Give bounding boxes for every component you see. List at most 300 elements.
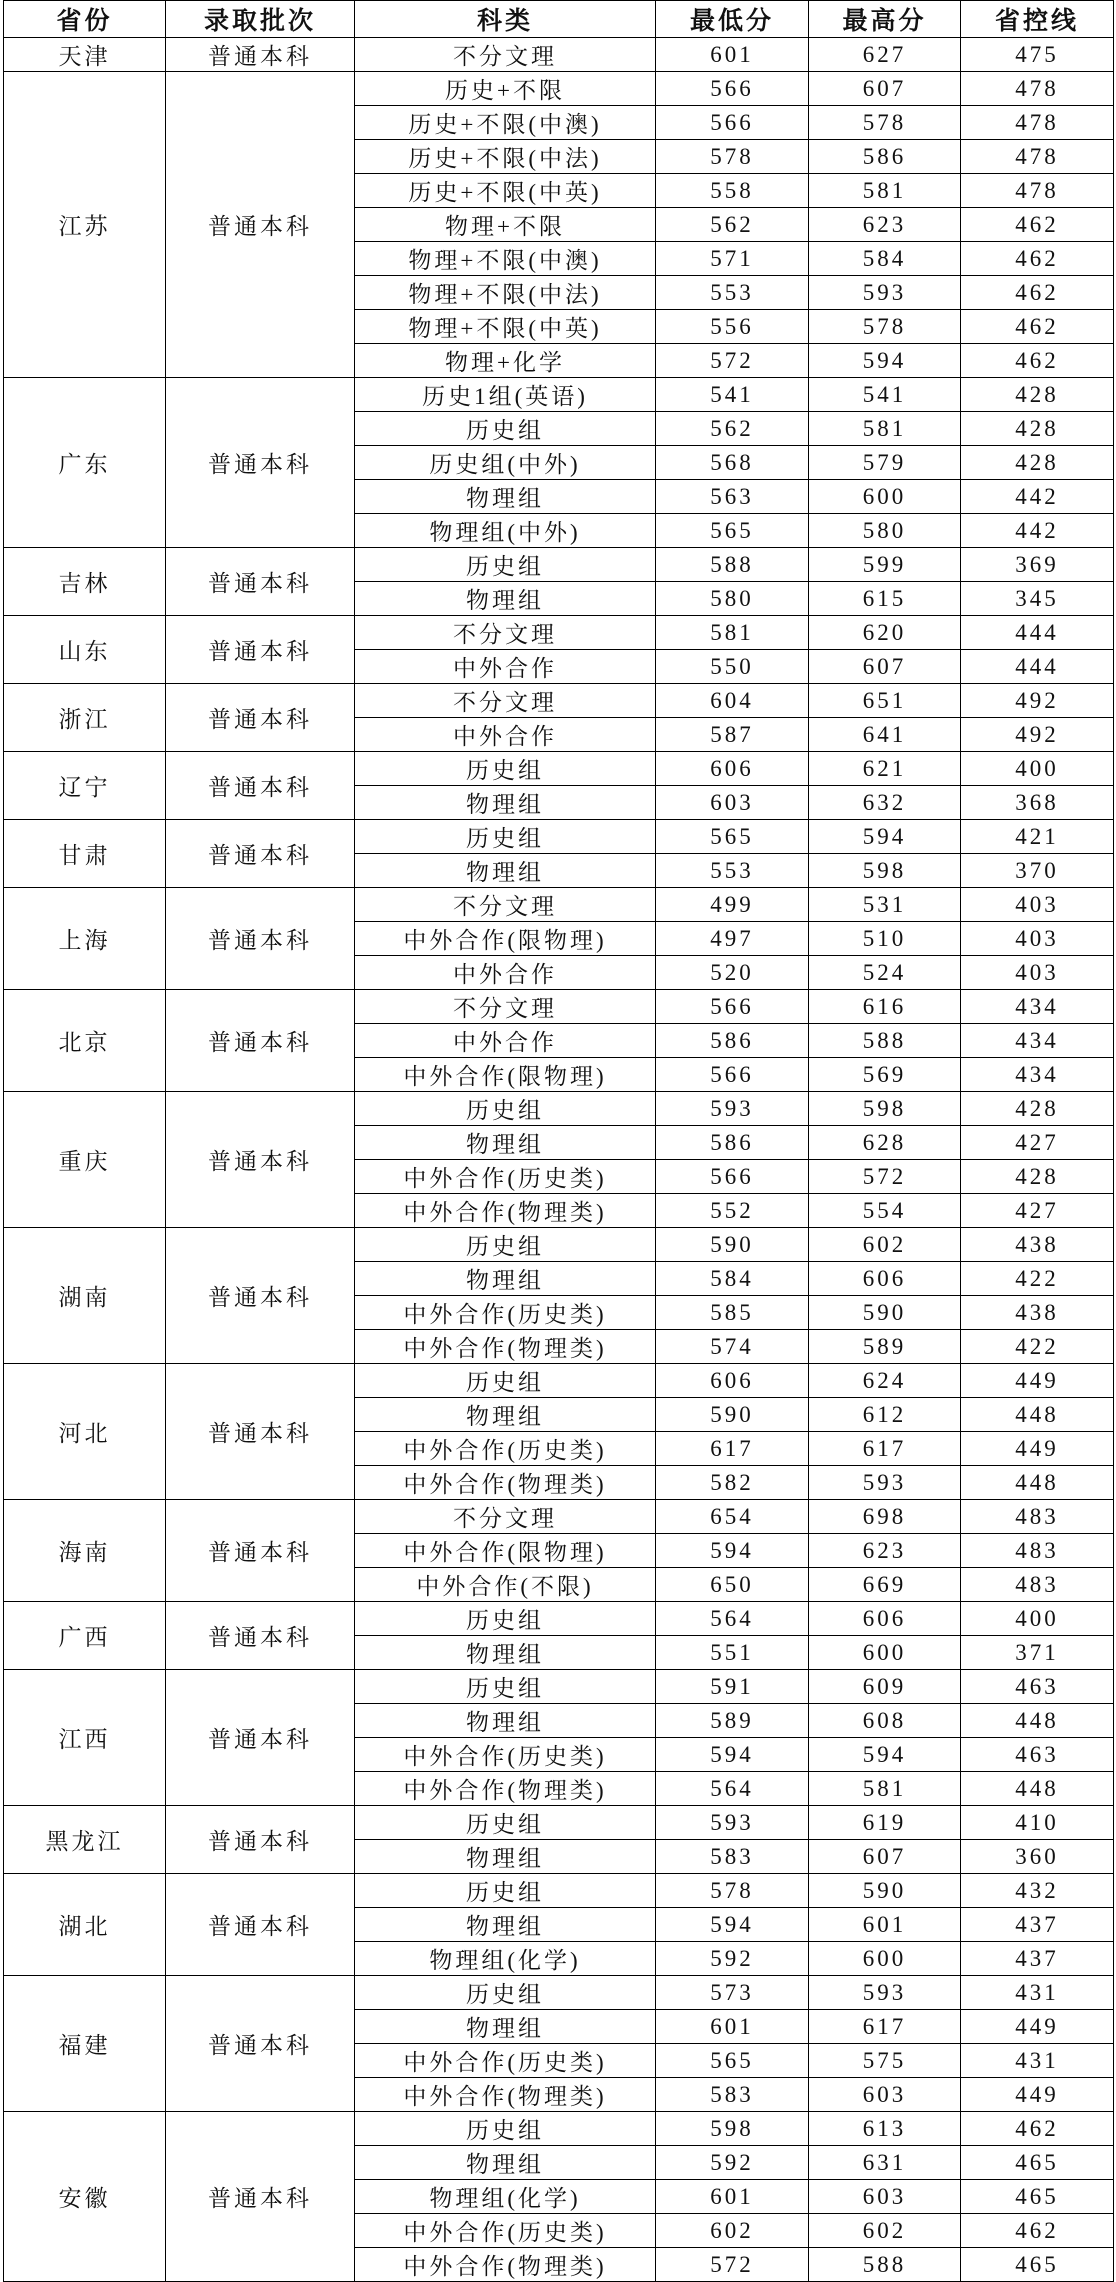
max-score-cell: 613	[809, 2112, 961, 2146]
max-score-cell: 616	[809, 990, 961, 1024]
max-score-cell: 601	[809, 1908, 961, 1942]
control-line-cell: 492	[961, 718, 1114, 752]
table-body	[4, 38, 1114, 2282]
control-line-cell: 428	[961, 446, 1114, 480]
control-line-cell: 422	[961, 1330, 1114, 1364]
max-score-cell: 603	[809, 2078, 961, 2112]
min-score-cell: 592	[656, 1942, 809, 1976]
control-line-cell: 449	[961, 1364, 1114, 1398]
table-row	[4, 820, 1114, 854]
table-row	[4, 752, 1114, 786]
subject-cell: 不分文理	[355, 38, 656, 72]
province-cell: 广西	[4, 1602, 166, 1670]
min-score-cell: 601	[656, 38, 809, 72]
subject-cell: 物理组	[355, 1704, 656, 1738]
batch-cell: 普通本科	[166, 548, 355, 616]
subject-cell: 中外合作	[355, 718, 656, 752]
header-batch: 录取批次	[166, 1, 355, 38]
max-score-cell: 606	[809, 1602, 961, 1636]
control-line-cell: 483	[961, 1568, 1114, 1602]
max-score-cell: 632	[809, 786, 961, 820]
min-score-cell: 558	[656, 174, 809, 208]
table-row	[4, 2112, 1114, 2146]
subject-cell: 不分文理	[355, 888, 656, 922]
control-line-cell: 462	[961, 242, 1114, 276]
table-row	[4, 1500, 1114, 1534]
control-line-cell: 360	[961, 1840, 1114, 1874]
province-cell: 重庆	[4, 1092, 166, 1228]
max-score-cell: 608	[809, 1704, 961, 1738]
province-cell: 山东	[4, 616, 166, 684]
control-line-cell: 448	[961, 1704, 1114, 1738]
min-score-cell: 588	[656, 548, 809, 582]
min-score-cell: 584	[656, 1262, 809, 1296]
control-line-cell: 492	[961, 684, 1114, 718]
subject-cell: 中外合作(不限)	[355, 1568, 656, 1602]
subject-cell: 历史组	[355, 2112, 656, 2146]
subject-cell: 物理组(化学)	[355, 2180, 656, 2214]
min-score-cell: 582	[656, 1466, 809, 1500]
max-score-cell: 623	[809, 1534, 961, 1568]
min-score-cell: 606	[656, 1364, 809, 1398]
table-row	[4, 990, 1114, 1024]
batch-cell: 普通本科	[166, 820, 355, 888]
max-score-cell: 612	[809, 1398, 961, 1432]
min-score-cell: 566	[656, 1160, 809, 1194]
control-line-cell: 462	[961, 2112, 1114, 2146]
province-cell: 浙江	[4, 684, 166, 752]
min-score-cell: 583	[656, 2078, 809, 2112]
subject-cell: 物理组	[355, 1636, 656, 1670]
max-score-cell: 624	[809, 1364, 961, 1398]
min-score-cell: 571	[656, 242, 809, 276]
subject-cell: 物理组	[355, 1840, 656, 1874]
subject-cell: 历史组	[355, 548, 656, 582]
min-score-cell: 499	[656, 888, 809, 922]
min-score-cell: 562	[656, 412, 809, 446]
min-score-cell: 578	[656, 1874, 809, 1908]
max-score-cell: 588	[809, 2248, 961, 2282]
control-line-cell: 427	[961, 1194, 1114, 1228]
max-score-cell: 609	[809, 1670, 961, 1704]
max-score-cell: 620	[809, 616, 961, 650]
batch-cell: 普通本科	[166, 1874, 355, 1976]
min-score-cell: 568	[656, 446, 809, 480]
subject-cell: 物理+化学	[355, 344, 656, 378]
batch-cell: 普通本科	[166, 1092, 355, 1228]
max-score-cell: 669	[809, 1568, 961, 1602]
control-line-cell: 432	[961, 1874, 1114, 1908]
subject-cell: 历史组	[355, 412, 656, 446]
max-score-cell: 600	[809, 480, 961, 514]
control-line-cell: 449	[961, 2010, 1114, 2044]
control-line-cell: 465	[961, 2146, 1114, 2180]
control-line-cell: 431	[961, 1976, 1114, 2010]
subject-cell: 中外合作(限物理)	[355, 1058, 656, 1092]
subject-cell: 历史+不限(中英)	[355, 174, 656, 208]
max-score-cell: 572	[809, 1160, 961, 1194]
batch-cell: 普通本科	[166, 38, 355, 72]
batch-cell: 普通本科	[166, 1228, 355, 1364]
control-line-cell: 462	[961, 344, 1114, 378]
max-score-cell: 581	[809, 1772, 961, 1806]
subject-cell: 历史组	[355, 1228, 656, 1262]
control-line-cell: 438	[961, 1228, 1114, 1262]
min-score-cell: 541	[656, 378, 809, 412]
min-score-cell: 566	[656, 990, 809, 1024]
subject-cell: 中外合作(物理类)	[355, 1194, 656, 1228]
max-score-cell: 623	[809, 208, 961, 242]
table-row	[4, 1364, 1114, 1398]
max-score-cell: 581	[809, 412, 961, 446]
min-score-cell: 654	[656, 1500, 809, 1534]
max-score-cell: 594	[809, 1738, 961, 1772]
subject-cell: 中外合作(物理类)	[355, 1772, 656, 1806]
province-cell: 辽宁	[4, 752, 166, 820]
subject-cell: 中外合作(物理类)	[355, 2078, 656, 2112]
province-cell: 湖北	[4, 1874, 166, 1976]
min-score-cell: 583	[656, 1840, 809, 1874]
min-score-cell: 552	[656, 1194, 809, 1228]
control-line-cell: 427	[961, 1126, 1114, 1160]
batch-cell: 普通本科	[166, 1602, 355, 1670]
max-score-cell: 586	[809, 140, 961, 174]
control-line-cell: 442	[961, 480, 1114, 514]
subject-cell: 物理组	[355, 2146, 656, 2180]
max-score-cell: 510	[809, 922, 961, 956]
min-score-cell: 601	[656, 2010, 809, 2044]
control-line-cell: 368	[961, 786, 1114, 820]
max-score-cell: 593	[809, 1976, 961, 2010]
subject-cell: 中外合作(物理类)	[355, 1330, 656, 1364]
max-score-cell: 598	[809, 854, 961, 888]
subject-cell: 历史组	[355, 1092, 656, 1126]
subject-cell: 中外合作	[355, 650, 656, 684]
min-score-cell: 601	[656, 2180, 809, 2214]
subject-cell: 中外合作(历史类)	[355, 1432, 656, 1466]
control-line-cell: 449	[961, 1432, 1114, 1466]
min-score-cell: 586	[656, 1024, 809, 1058]
max-score-cell: 531	[809, 888, 961, 922]
max-score-cell: 607	[809, 72, 961, 106]
control-line-cell: 448	[961, 1466, 1114, 1500]
table-row	[4, 684, 1114, 718]
province-cell: 上海	[4, 888, 166, 990]
min-score-cell: 562	[656, 208, 809, 242]
control-line-cell: 403	[961, 888, 1114, 922]
subject-cell: 历史+不限(中法)	[355, 140, 656, 174]
subject-cell: 历史组	[355, 1806, 656, 1840]
batch-cell: 普通本科	[166, 616, 355, 684]
control-line-cell: 369	[961, 548, 1114, 582]
min-score-cell: 598	[656, 2112, 809, 2146]
batch-cell: 普通本科	[166, 1364, 355, 1500]
province-cell: 甘肃	[4, 820, 166, 888]
max-score-cell: 590	[809, 1296, 961, 1330]
min-score-cell: 589	[656, 1704, 809, 1738]
control-line-cell: 442	[961, 514, 1114, 548]
batch-cell: 普通本科	[166, 684, 355, 752]
subject-cell: 历史组	[355, 820, 656, 854]
subject-cell: 中外合作	[355, 956, 656, 990]
subject-cell: 物理组	[355, 582, 656, 616]
min-score-cell: 594	[656, 1738, 809, 1772]
table-row	[4, 1670, 1114, 1704]
table-row	[4, 1602, 1114, 1636]
control-line-cell: 448	[961, 1398, 1114, 1432]
max-score-cell: 641	[809, 718, 961, 752]
control-line-cell: 428	[961, 1160, 1114, 1194]
min-score-cell: 594	[656, 1534, 809, 1568]
max-score-cell: 698	[809, 1500, 961, 1534]
header-province: 省份	[4, 1, 166, 38]
max-score-cell: 603	[809, 2180, 961, 2214]
max-score-cell: 598	[809, 1092, 961, 1126]
min-score-cell: 602	[656, 2214, 809, 2248]
max-score-cell: 554	[809, 1194, 961, 1228]
subject-cell: 历史组	[355, 1976, 656, 2010]
table-row	[4, 72, 1114, 106]
subject-cell: 历史+不限(中澳)	[355, 106, 656, 140]
min-score-cell: 550	[656, 650, 809, 684]
batch-cell: 普通本科	[166, 1806, 355, 1874]
province-cell: 安徽	[4, 2112, 166, 2282]
control-line-cell: 478	[961, 106, 1114, 140]
subject-cell: 不分文理	[355, 616, 656, 650]
control-line-cell: 428	[961, 412, 1114, 446]
min-score-cell: 572	[656, 344, 809, 378]
subject-cell: 历史组	[355, 1670, 656, 1704]
subject-cell: 中外合作(历史类)	[355, 2044, 656, 2078]
min-score-cell: 566	[656, 1058, 809, 1092]
batch-cell: 普通本科	[166, 1500, 355, 1602]
subject-cell: 历史组	[355, 1602, 656, 1636]
header-max-score: 最高分	[809, 1, 961, 38]
subject-cell: 不分文理	[355, 684, 656, 718]
min-score-cell: 551	[656, 1636, 809, 1670]
batch-cell: 普通本科	[166, 990, 355, 1092]
max-score-cell: 602	[809, 2214, 961, 2248]
min-score-cell: 581	[656, 616, 809, 650]
min-score-cell: 564	[656, 1772, 809, 1806]
min-score-cell: 566	[656, 72, 809, 106]
control-line-cell: 483	[961, 1534, 1114, 1568]
batch-cell: 普通本科	[166, 752, 355, 820]
max-score-cell: 581	[809, 174, 961, 208]
max-score-cell: 524	[809, 956, 961, 990]
batch-cell: 普通本科	[166, 2112, 355, 2282]
control-line-cell: 444	[961, 650, 1114, 684]
province-cell: 江西	[4, 1670, 166, 1806]
control-line-cell: 345	[961, 582, 1114, 616]
max-score-cell: 579	[809, 446, 961, 480]
province-cell: 黑龙江	[4, 1806, 166, 1874]
subject-cell: 物理组	[355, 480, 656, 514]
max-score-cell: 628	[809, 1126, 961, 1160]
table-row	[4, 616, 1114, 650]
min-score-cell: 565	[656, 2044, 809, 2078]
subject-cell: 物理组	[355, 786, 656, 820]
subject-cell: 历史组(中外)	[355, 446, 656, 480]
control-line-cell: 449	[961, 2078, 1114, 2112]
control-line-cell: 434	[961, 1058, 1114, 1092]
subject-cell: 中外合作(历史类)	[355, 1160, 656, 1194]
min-score-cell: 650	[656, 1568, 809, 1602]
control-line-cell: 444	[961, 616, 1114, 650]
province-cell: 吉林	[4, 548, 166, 616]
min-score-cell: 572	[656, 2248, 809, 2282]
min-score-cell: 565	[656, 514, 809, 548]
table-row	[4, 1874, 1114, 1908]
max-score-cell: 584	[809, 242, 961, 276]
subject-cell: 中外合作(物理类)	[355, 1466, 656, 1500]
control-line-cell: 465	[961, 2248, 1114, 2282]
min-score-cell: 593	[656, 1806, 809, 1840]
control-line-cell: 462	[961, 276, 1114, 310]
control-line-cell: 483	[961, 1500, 1114, 1534]
max-score-cell: 617	[809, 2010, 961, 2044]
header-row	[4, 1, 1114, 38]
max-score-cell: 594	[809, 344, 961, 378]
subject-cell: 中外合作(历史类)	[355, 1738, 656, 1772]
min-score-cell: 520	[656, 956, 809, 990]
max-score-cell: 602	[809, 1228, 961, 1262]
batch-cell: 普通本科	[166, 378, 355, 548]
max-score-cell: 578	[809, 106, 961, 140]
control-line-cell: 422	[961, 1262, 1114, 1296]
min-score-cell: 587	[656, 718, 809, 752]
control-line-cell: 438	[961, 1296, 1114, 1330]
min-score-cell: 603	[656, 786, 809, 820]
min-score-cell: 578	[656, 140, 809, 174]
control-line-cell: 428	[961, 378, 1114, 412]
max-score-cell: 575	[809, 2044, 961, 2078]
max-score-cell: 594	[809, 820, 961, 854]
control-line-cell: 462	[961, 2214, 1114, 2248]
subject-cell: 物理+不限(中澳)	[355, 242, 656, 276]
subject-cell: 中外合作(限物理)	[355, 922, 656, 956]
subject-cell: 不分文理	[355, 1500, 656, 1534]
subject-cell: 历史组	[355, 1874, 656, 1908]
control-line-cell: 410	[961, 1806, 1114, 1840]
subject-cell: 中外合作(限物理)	[355, 1534, 656, 1568]
min-score-cell: 563	[656, 480, 809, 514]
table-row	[4, 1806, 1114, 1840]
control-line-cell: 462	[961, 310, 1114, 344]
max-score-cell: 578	[809, 310, 961, 344]
min-score-cell: 497	[656, 922, 809, 956]
max-score-cell: 607	[809, 650, 961, 684]
max-score-cell: 606	[809, 1262, 961, 1296]
subject-cell: 历史+不限	[355, 72, 656, 106]
min-score-cell: 573	[656, 1976, 809, 2010]
province-cell: 湖南	[4, 1228, 166, 1364]
control-line-cell: 448	[961, 1772, 1114, 1806]
province-cell: 海南	[4, 1500, 166, 1602]
control-line-cell: 437	[961, 1908, 1114, 1942]
control-line-cell: 465	[961, 2180, 1114, 2214]
control-line-cell: 371	[961, 1636, 1114, 1670]
max-score-cell: 593	[809, 276, 961, 310]
min-score-cell: 580	[656, 582, 809, 616]
min-score-cell: 574	[656, 1330, 809, 1364]
control-line-cell: 370	[961, 854, 1114, 888]
subject-cell: 物理+不限(中英)	[355, 310, 656, 344]
table-row	[4, 1976, 1114, 2010]
control-line-cell: 431	[961, 2044, 1114, 2078]
min-score-cell: 592	[656, 2146, 809, 2180]
header-subject: 科类	[355, 1, 656, 38]
subject-cell: 物理+不限(中法)	[355, 276, 656, 310]
province-cell: 北京	[4, 990, 166, 1092]
subject-cell: 中外合作(历史类)	[355, 2214, 656, 2248]
control-line-cell: 478	[961, 174, 1114, 208]
max-score-cell: 588	[809, 1024, 961, 1058]
subject-cell: 中外合作(物理类)	[355, 2248, 656, 2282]
batch-cell: 普通本科	[166, 72, 355, 378]
max-score-cell: 621	[809, 752, 961, 786]
min-score-cell: 553	[656, 276, 809, 310]
max-score-cell: 627	[809, 38, 961, 72]
max-score-cell: 600	[809, 1942, 961, 1976]
min-score-cell: 604	[656, 684, 809, 718]
control-line-cell: 475	[961, 38, 1114, 72]
subject-cell: 中外合作(历史类)	[355, 1296, 656, 1330]
min-score-cell: 593	[656, 1092, 809, 1126]
table-row	[4, 1228, 1114, 1262]
subject-cell: 物理组	[355, 1262, 656, 1296]
min-score-cell: 566	[656, 106, 809, 140]
control-line-cell: 463	[961, 1670, 1114, 1704]
control-line-cell: 403	[961, 922, 1114, 956]
min-score-cell: 585	[656, 1296, 809, 1330]
header-min-score: 最低分	[656, 1, 809, 38]
min-score-cell: 564	[656, 1602, 809, 1636]
max-score-cell: 593	[809, 1466, 961, 1500]
subject-cell: 物理组	[355, 2010, 656, 2044]
province-cell: 河北	[4, 1364, 166, 1500]
table-row	[4, 38, 1114, 72]
control-line-cell: 428	[961, 1092, 1114, 1126]
subject-cell: 物理组(化学)	[355, 1942, 656, 1976]
min-score-cell: 590	[656, 1228, 809, 1262]
max-score-cell: 617	[809, 1432, 961, 1466]
control-line-cell: 400	[961, 752, 1114, 786]
control-line-cell: 478	[961, 72, 1114, 106]
control-line-cell: 463	[961, 1738, 1114, 1772]
max-score-cell: 569	[809, 1058, 961, 1092]
subject-cell: 物理组	[355, 854, 656, 888]
control-line-cell: 462	[961, 208, 1114, 242]
subject-cell: 历史1组(英语)	[355, 378, 656, 412]
max-score-cell: 599	[809, 548, 961, 582]
max-score-cell: 541	[809, 378, 961, 412]
control-line-cell: 437	[961, 1942, 1114, 1976]
max-score-cell: 651	[809, 684, 961, 718]
control-line-cell: 478	[961, 140, 1114, 174]
header-control-line: 省控线	[961, 1, 1114, 38]
min-score-cell: 617	[656, 1432, 809, 1466]
batch-cell: 普通本科	[166, 1670, 355, 1806]
min-score-cell: 606	[656, 752, 809, 786]
admission-scores-table	[3, 0, 1114, 2282]
province-cell: 天津	[4, 38, 166, 72]
min-score-cell: 565	[656, 820, 809, 854]
min-score-cell: 591	[656, 1670, 809, 1704]
min-score-cell: 594	[656, 1908, 809, 1942]
subject-cell: 历史组	[355, 1364, 656, 1398]
max-score-cell: 589	[809, 1330, 961, 1364]
